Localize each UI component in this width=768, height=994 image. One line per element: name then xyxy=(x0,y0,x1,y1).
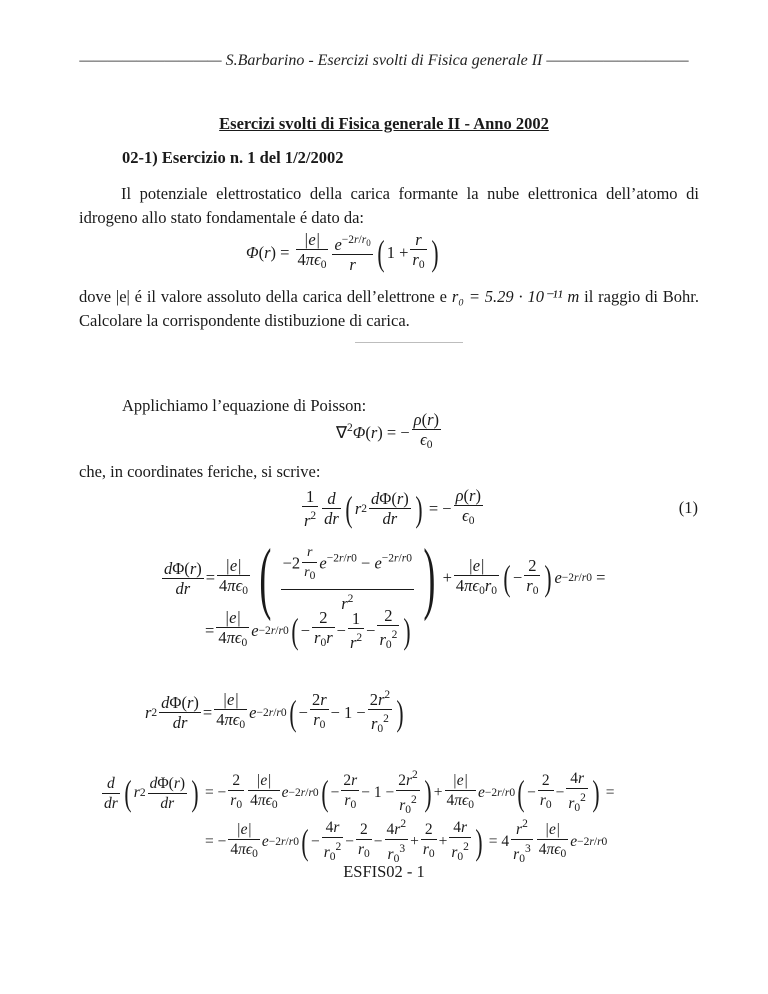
second-derivative-line2: = − $\frac{|e|}{4\pi\epsilon_0}$ e −2r/r0 ( − $\frac{4r}{r_0^2}$ − $\frac{2}{r_0}$ − $\frac{4r^2}{r_0^3}$ + $\frac{2}{r_0}$ + $\frac{4r}{r_0^2}$ ) = 4 $\frac{r^2}{r_0^3}$ $\frac{|e|}{4\pi\epsilon_0}$ e −2r/r0 xyxy=(205,815,607,869)
frac-exp-over-r: $\frac{e^{-2r/r_0}}{r}$ xyxy=(332,231,372,274)
page-title: Esercizi svolti di Fisica generale II - Anno 2002 xyxy=(219,114,549,133)
statement-part-b: il raggio di Bohr. Calcolare la corrispondente distibuzione di carica. xyxy=(79,287,699,330)
page-footer: ESFIS02 - 1 xyxy=(343,862,425,881)
exercise-heading: 02-1) Esercizio n. 1 del 1/2/2002 xyxy=(122,148,344,167)
header-text: S.Barbarino - Esercizi svolti di Fisica generale II xyxy=(225,52,543,69)
bohr-radius-value: r₀ = 5.29 · 10⁻¹¹ m xyxy=(451,287,580,306)
second-derivative-line1: $\frac{d}{dr}$ ( r 2 $\frac{d\Phi(r)}{dr}$ ) = − $\frac{2}{r_0}$ $\frac{|e|}{4\pi\epsilon_0}$ e −2r/r0 ( − $\frac{2r}{r_0}$ − 1 − $\frac{2r^2}{r_0^2}$ ) + $\frac{|e|}{4\pi\epsilon_0}$ e −2r/r0 ( − $\frac{2}{r_0}$ − $\frac{4r}{r_0^2}$ ) = xyxy=(100,766,615,820)
section-divider xyxy=(355,342,463,343)
header-dashes-left: —————————— xyxy=(79,52,222,69)
exercise-intro-text: Il potenziale elettrostatico della carica formante la nube elettronica dell’atomo di idrogeno allo stato fondamentale é dato da: xyxy=(79,184,699,227)
equation-number: (1) xyxy=(678,498,698,517)
spherical-intro: che, in coordinates feriche, si scrive: xyxy=(79,462,321,481)
exercise-intro xyxy=(79,182,699,230)
poisson-intro: Applichiamo l’equazione di Poisson: xyxy=(122,396,367,415)
exercise-statement xyxy=(79,285,699,333)
derivative-equation-line1: $\frac{d\Phi(r)}{dr}$ = $\frac{|e|}{4\pi\epsilon_0}$ ( −2 $\frac{r}{r_0}$ $e^{-2r/r0} - e^{-2r/r0}$ $r^2$ ) + $\frac{|e|}{4\pi\epsilon_0r_0}$ ( − $\frac{2}{r_0}$ ) e −2r/r0 = xyxy=(164,534,606,622)
header-dashes-right: —————————— xyxy=(546,52,689,69)
poisson-equation: ∇$^2$Φ(r) = − $\frac{\rho(r)}{\epsilon_0}$ xyxy=(336,410,439,451)
potential-equation: Φ(r) = $\frac{|e|}{4\pi\epsilon_0}$ $\frac{e^{-2r/r_0}}{r}$ ( 1 + $\frac{r}{r_0}$ ) xyxy=(246,230,439,274)
spherical-poisson-equation: $\frac{1}{r^2}$ $\frac{d}{dr}$ ( r 2 $\frac{d\Phi(r)}{dr}$ ) = − $\frac{\rho(r)}{\epsilon_0}$ xyxy=(304,486,481,530)
poisson-lhs: ∇$^2$Φ(r) = − xyxy=(336,422,410,442)
derivative-equation-line2: = $\frac{|e|}{4\pi\epsilon_0}$ e −2r/r0 ( − $\frac{2}{r_0r}$ − $\frac{1}{r^2}$ − $\frac{2}{r_0^2}$ ) xyxy=(205,606,411,652)
running-header xyxy=(0,52,768,70)
r2-derivative-equation: r 2 $\frac{d\Phi(r)}{dr}$ = $\frac{|e|}{4\pi\epsilon_0}$ e −2r/r0 ( − $\frac{2r}{r_0}$ − 1 − $\frac{2r^2}{r_0^2}$ ) xyxy=(145,686,406,739)
statement-part-a: dove |e| é il valore assoluto della carica dell’elettrone e xyxy=(79,287,452,306)
frac-e-over-4pieps0: $\frac{|e|}{4\pi\epsilon_0}$ xyxy=(297,230,327,271)
